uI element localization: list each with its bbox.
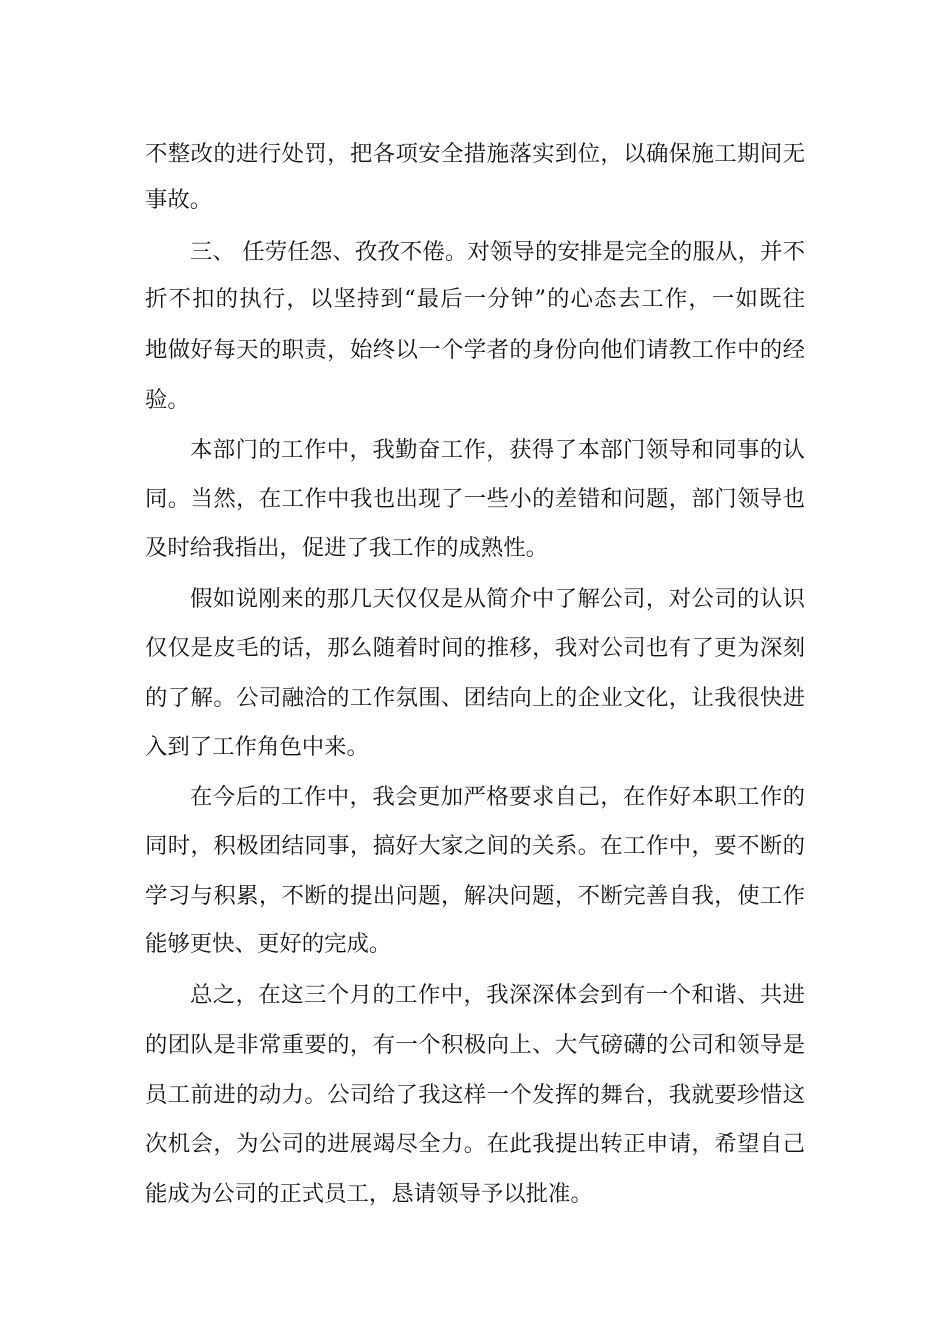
text-line: 验。	[145, 387, 190, 413]
text-line: 的了解。公司融洽的工作氛围、团结向上的企业文化，让我很快进	[145, 685, 805, 711]
text-line: 地做好每天的职责，始终以一个学者的身份向他们请教工作中的经	[145, 337, 805, 363]
text-line: 折不扣的执行，以坚持到“最后一分钟”的心态去工作，一如既往	[145, 286, 805, 312]
text-line: 总之，在这三个月的工作中，我深深体会到有一个和谐、共进	[190, 982, 805, 1008]
text-line: 的团队是非常重要的，有一个积极向上、大气磅礴的公司和领导是	[145, 1032, 805, 1058]
text-line: 能够更快、更好的完成。	[145, 931, 392, 957]
text-line: 员工前进的动力。公司给了我这样一个发挥的舞台，我就要珍惜这	[145, 1082, 805, 1108]
text-line: 同。当然，在工作中我也出现了一些小的差错和问题，部门领导也	[145, 486, 805, 512]
text-line: 假如说刚来的那几天仅仅是从简介中了解公司，对公司的认识	[190, 586, 805, 612]
text-line: 不整改的进行处罚，把各项安全措施落实到位，以确保施工期间无	[145, 141, 805, 167]
text-line: 本部门的工作中，我勤奋工作，获得了本部门领导和同事的认	[190, 437, 805, 463]
text-line: 事故。	[145, 187, 213, 213]
text-line: 在今后的工作中，我会更加严格要求自己，在作好本职工作的	[190, 784, 805, 810]
text-line: 次机会，为公司的进展竭尽全力。在此我提出转正申请，希望自己	[145, 1131, 805, 1157]
text-line: 同时，积极团结同事，搞好大家之间的关系。在工作中，要不断的	[145, 833, 805, 859]
text-line: 三、 任劳任怨、孜孜不倦。对领导的安排是完全的服从，并不	[190, 239, 805, 265]
text-line: 仅仅是皮毛的话，那么随着时间的推移，我对公司也有了更为深刻	[145, 635, 805, 661]
text-line: 能成为公司的正式员工，恳请领导予以批准。	[145, 1181, 593, 1207]
text-line: 学习与积累，不断的提出问题，解决问题，不断完善自我，使工作	[145, 883, 805, 909]
text-line: 及时给我指出，促进了我工作的成熟性。	[145, 535, 549, 561]
text-line: 入到了工作角色中来。	[145, 734, 369, 760]
